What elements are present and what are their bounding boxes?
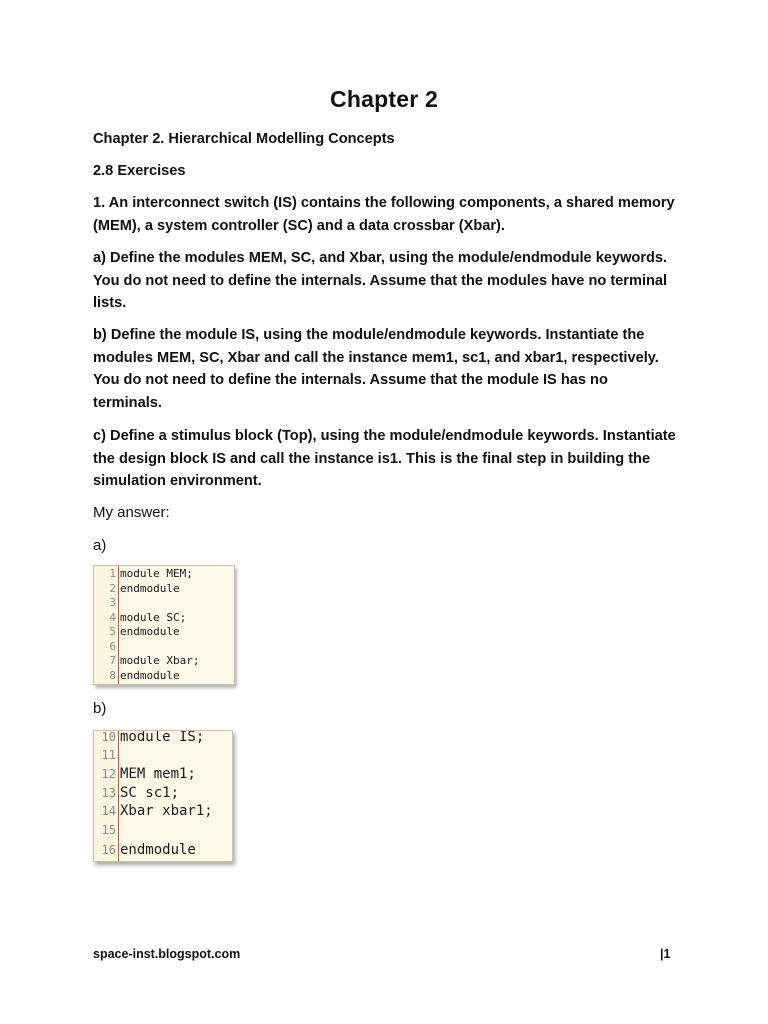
line-number: 1 [109,567,116,580]
part-b-text: b) Define the module IS, using the module/endmodule keywords. Instantiate the modules MEM, SC, Xbar and call the instance mem1, sc1, and xbar1, respectively. You do not need to define the internals. Assume that the module IS has no terminals. [93,327,659,411]
code-text: endmodule [120,581,180,595]
code-line [94,582,234,597]
code-line [94,821,233,840]
question-1-text: 1. An interconnect switch (IS) contains the following components, a shared memory (MEM), a system controller (SC) and a data crossbar (Xbar). [93,195,675,234]
code-line [94,567,234,582]
line-number: 10 [101,730,116,744]
line-number: 8 [109,668,116,682]
code-line [94,669,234,684]
line-number: 7 [109,654,116,667]
code-text: module SC; [120,610,187,624]
code-snippet-a [93,565,235,685]
code-text: Xbar xbar1; [120,803,213,819]
chapter-heading: Chapter 2. Hierarchical Modelling Concepts [93,131,395,147]
footer-page-number: |1 [660,947,671,961]
code-line [94,765,233,784]
code-line [94,784,233,803]
part-a-text: a) Define the modules MEM, SC, and Xbar, using the module/endmodule keywords. You do not need to define the internals. Assume that the modules have no terminal lists. [93,250,668,311]
page-title: Chapter 2 [330,86,438,112]
line-number: 16 [101,843,116,857]
answer-b-label: b) [93,700,107,717]
code-line [94,746,233,765]
code-text: endmodule [120,842,196,858]
code-text: endmodule [120,668,180,682]
code-text: endmodule [120,625,180,638]
line-number: 3 [109,596,116,609]
line-number: 4 [109,610,116,624]
code-line [94,802,233,821]
line-number: 5 [109,625,116,638]
line-number: 13 [101,785,116,800]
code-line [94,841,233,860]
code-line [94,596,234,611]
code-text: MEM mem1; [120,766,196,782]
code-line [94,730,233,747]
code-line [94,625,234,640]
part-c-text: c) Define a stimulus block (Top), using the module/endmodule keywords. Instantiate the design block IS and call the instance is1. This is the final step in building the simulation environment. [93,428,676,489]
code-line [94,640,234,655]
line-number: 12 [101,767,116,781]
line-number: 2 [109,581,116,595]
code-snippet-b [93,730,233,862]
line-number: 14 [101,804,116,818]
section-heading: 2.8 Exercises [93,163,186,179]
code-text: module Xbar; [120,654,200,667]
code-text: module MEM; [120,567,193,580]
line-number: 15 [101,823,116,837]
line-number: 11 [101,748,116,762]
my-answer-label: My answer: [93,504,170,521]
code-text: SC sc1; [120,784,180,801]
line-number: 6 [109,639,116,653]
answer-a-label: a) [93,537,107,554]
code-line [94,611,234,626]
footer-site-text: space-inst.blogspot.com [93,947,241,961]
code-line [94,654,234,669]
code-text: module IS; [120,730,205,745]
